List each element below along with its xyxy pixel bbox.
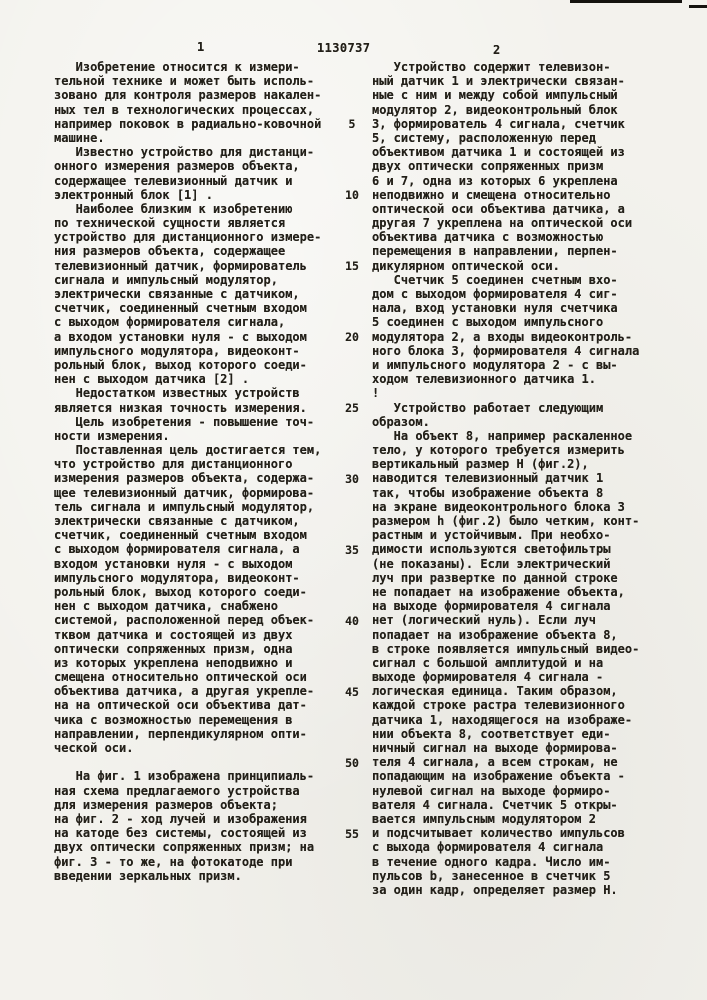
- text-line: димости используются светофильтры: [372, 542, 611, 557]
- text-line: объектива датчика, а другая укрепле-: [54, 684, 315, 699]
- text-line: нен с выходом датчика [2] .: [54, 372, 250, 387]
- text-line: и подсчитывает количество импульсов: [372, 826, 625, 841]
- text-line: выходе формирователя 4 сигнала -: [372, 670, 604, 685]
- text-line: и импульсного модулятора 2 - с вы-: [372, 357, 618, 372]
- text-line: Счетчик 5 соединен счетным вхо-: [372, 272, 618, 287]
- text-line: что устройство для дистанционного: [54, 457, 293, 472]
- text-line: (не показаны). Если электрический: [372, 556, 611, 571]
- text-line: образом.: [372, 414, 430, 429]
- text-line: растным и устойчивым. При необхо-: [372, 528, 611, 543]
- line-number: 40: [345, 613, 359, 628]
- text-line: онного измерения размеров объекта,: [54, 159, 300, 174]
- text-line: датчика 1, находящегося на изображе-: [372, 712, 633, 727]
- text-line: из которых укреплена неподвижно и: [54, 655, 293, 670]
- text-line: теля 4 сигнала, а всем строкам, не: [372, 755, 618, 770]
- text-line: 5 соединен с выходом импульсного: [372, 315, 604, 330]
- text-line: тквом датчика и состоящей из двух: [54, 627, 293, 642]
- line-number: 20: [345, 329, 359, 344]
- text-line: импульсного модулятора, видеоконт-: [54, 570, 300, 585]
- text-line: счетчик, соединенный счетным входом: [54, 301, 307, 316]
- text-line: Цель изобретения - повышение точ-: [54, 414, 315, 429]
- line-number: 30: [345, 471, 359, 486]
- text-line: нулевой сигнал на выходе формиро-: [372, 783, 611, 798]
- text-line: неподвижно и смещена относительно: [372, 187, 611, 202]
- text-line: 6 и 7, одна из которых 6 укреплена: [372, 173, 618, 188]
- text-line: измерения размеров объекта, содержа-: [54, 471, 315, 486]
- text-line: Наиболее близким к изобретению: [54, 201, 293, 216]
- text-line: [54, 755, 332, 769]
- text-line: с выходом формирователя сигнала,: [54, 315, 286, 330]
- text-line: ности измерения.: [54, 428, 170, 443]
- text-line: на катоде без системы, состоящей из: [54, 826, 307, 841]
- text-line: ния размеров объекта, содержащее: [54, 244, 286, 259]
- text-line: другая 7 укреплена на оптической оси: [372, 216, 633, 231]
- column-2-number: 2: [493, 43, 501, 57]
- text-line: 3, формирователь 4 сигнала, счетчик: [372, 116, 625, 131]
- line-number: 25: [345, 400, 359, 415]
- line-number: 55: [345, 826, 359, 841]
- text-line: рольный блок, выход которого соеди-: [54, 584, 307, 599]
- text-line: тело, у которого требуется измерить: [372, 443, 625, 458]
- text-line: телевизионный датчик, формирователь: [54, 258, 307, 273]
- text-line: каждой строке растра телевизионного: [372, 698, 625, 713]
- text-line: для измерения размеров объекта;: [54, 797, 278, 812]
- text-line: импульсного модулятора, видеоконт-: [54, 343, 300, 358]
- text-line: вателя 4 сигнала. Счетчик 5 откры-: [372, 797, 618, 812]
- text-line: является низкая точность измерения.: [54, 400, 307, 415]
- text-line: модулятор 2, видеоконтрольный блок: [372, 102, 618, 117]
- patent-number: 1130737: [317, 41, 371, 55]
- text-line: сигнала и импульсный модулятор,: [54, 272, 278, 287]
- text-line: !: [372, 386, 380, 401]
- text-line: нала, вход установки нуля счетчика: [372, 301, 618, 316]
- text-line: дикулярном оптической оси.: [372, 258, 560, 273]
- text-line: электрически связанные с датчиком,: [54, 287, 300, 301]
- text-line: ничный сигнал на выходе формирова-: [372, 741, 618, 755]
- text-line: Поставленная цель достигается тем,: [54, 443, 322, 458]
- text-line: нет (логический нуль). Если луч: [372, 613, 596, 628]
- text-line: логическая единица. Таким образом,: [372, 684, 618, 699]
- text-line: ных тел в технологических процессах,: [54, 102, 315, 117]
- text-line: оптической оси объектива датчика, а: [372, 201, 625, 216]
- text-line: щее телевизионный датчик, формирова-: [54, 485, 315, 500]
- text-line: перемещения в направлении, перпен-: [372, 244, 618, 259]
- text-line: ный датчик 1 и электрически связан-: [372, 74, 625, 89]
- text-line: дом с выходом формирователя 4 сиг-: [372, 287, 618, 301]
- text-line: Недостатком известных устройств: [54, 386, 300, 401]
- text-line: с выхода формирователя 4 сигнала: [372, 840, 604, 855]
- text-line: луч при развертке по данной строке: [372, 570, 618, 585]
- text-line: направлении, перпендикулярном опти-: [54, 726, 307, 741]
- text-line: зовано для контроля размеров накален-: [54, 88, 322, 103]
- line-number: 15: [345, 258, 359, 273]
- text-line: тельной технике и может быть исполь-: [54, 74, 315, 89]
- text-line: так, чтобы изображение объекта 8: [372, 485, 604, 500]
- text-line: введении зеркальных призм.: [54, 868, 242, 883]
- text-line: двух оптически сопряженных призм; на: [54, 840, 315, 855]
- text-line: смещена относительно оптической оси: [54, 670, 307, 685]
- line-number-gutter: [332, 60, 372, 897]
- text-line: содержащее телевизионный датчик и: [54, 173, 293, 188]
- text-line: объективом датчика 1 и состоящей из: [372, 145, 625, 160]
- text-line: ного блока 3, формирователя 4 сигнала: [372, 343, 640, 358]
- text-line: размером h (фиг.2) было четким, конт-: [372, 514, 640, 528]
- column-1-number: 1: [197, 40, 205, 54]
- text-line: ные с ним и между собой импульсный: [372, 88, 618, 103]
- text-line: на экране видеоконтрольного блока 3: [372, 499, 625, 514]
- text-line: ная схема предлагаемого устройства: [54, 783, 300, 798]
- text-line: нии объекта 8, соответствует еди-: [372, 726, 611, 741]
- line-number: 35: [345, 542, 359, 557]
- text-line: в строке появляется импульсный видео-: [372, 641, 640, 656]
- text-column-2: [372, 60, 664, 897]
- text-line: попадающим на изображение объекта -: [372, 769, 625, 784]
- text-line: сигнал с большой амплитудой и на: [372, 655, 604, 670]
- text-line: тель сигнала и импульсный модулятор,: [54, 499, 315, 514]
- text-line: в течение одного кадра. Число им-: [372, 854, 611, 869]
- text-column-1: [54, 60, 332, 897]
- text-line: чика с возможностью перемещения в: [54, 712, 293, 727]
- text-line: пульсов b, занесенное в счетчик 5: [372, 868, 611, 883]
- text-line: нен с выходом датчика, снабжено: [54, 599, 278, 614]
- text-line: устройство для дистанционного измере-: [54, 230, 322, 245]
- text-line: На объект 8, например раскаленное: [372, 428, 633, 443]
- text-line: не попадает на изображение объекта,: [372, 584, 625, 599]
- text-line: оптически сопряженных призм, одна: [54, 641, 293, 656]
- text-line: фиг. 3 - то же, на фотокатоде при: [54, 854, 293, 869]
- text-line: ходом телевизионного датчика 1.: [372, 372, 596, 387]
- text-line: модулятора 2, а входы видеоконтроль-: [372, 329, 633, 344]
- text-line: системой, расположенной перед объек-: [54, 613, 315, 628]
- text-line: Изобретение относится к измери-: [54, 60, 300, 74]
- text-line: На фиг. 1 изображена принципиаль-: [54, 769, 315, 784]
- text-line: объектива датчика с возможностью: [372, 230, 604, 245]
- text-line: а входом установки нуля - с выходом: [54, 329, 307, 344]
- line-number: 50: [345, 755, 359, 770]
- line-number: 5: [348, 116, 356, 131]
- scan-artifact-line: [689, 5, 707, 8]
- text-line: по технической сущности является: [54, 216, 286, 231]
- text-line: наводится телевизионный датчик 1: [372, 471, 604, 486]
- text-line: вертикальный размер Н (фиг.2),: [372, 457, 589, 472]
- text-line: Устройство работает следующим: [372, 400, 604, 415]
- text-line: входом установки нуля - с выходом: [54, 556, 293, 571]
- text-line: на выходе формирователя 4 сигнала: [372, 599, 611, 614]
- line-number: 10: [345, 187, 359, 202]
- text-line: на на оптической оси объектива дат-: [54, 698, 307, 713]
- text-line: ческой оси.: [54, 741, 134, 755]
- text-line: на фиг. 2 - ход лучей и изображения: [54, 811, 307, 826]
- text-line: рольный блок, выход которого соеди-: [54, 357, 307, 372]
- scan-artifact-line: [570, 0, 682, 3]
- text-line: Устройство содержит телевизон-: [372, 60, 611, 74]
- text-line: двух оптически сопряженных призм: [372, 159, 604, 174]
- text-line: с выходом формирователя сигнала, а: [54, 542, 300, 557]
- text-line: электрически связанные с датчиком,: [54, 514, 300, 528]
- text-line: электронный блок [1] .: [54, 187, 213, 202]
- text-line: вается импульсным модулятором 2: [372, 811, 596, 826]
- text-columns: [54, 60, 664, 897]
- text-line: за один кадр, определяет размер Н.: [372, 882, 618, 897]
- text-line: Известно устройство для дистанци-: [54, 145, 315, 160]
- text-line: например поковок в радиально-ковочной: [54, 116, 322, 131]
- text-line: 5, систему, расположенную перед: [372, 130, 596, 145]
- text-line: машине.: [54, 130, 105, 145]
- text-line: счетчик, соединенный счетным входом: [54, 528, 307, 543]
- text-line: попадает на изображение объекта 8,: [372, 627, 618, 642]
- line-number: 45: [345, 684, 359, 699]
